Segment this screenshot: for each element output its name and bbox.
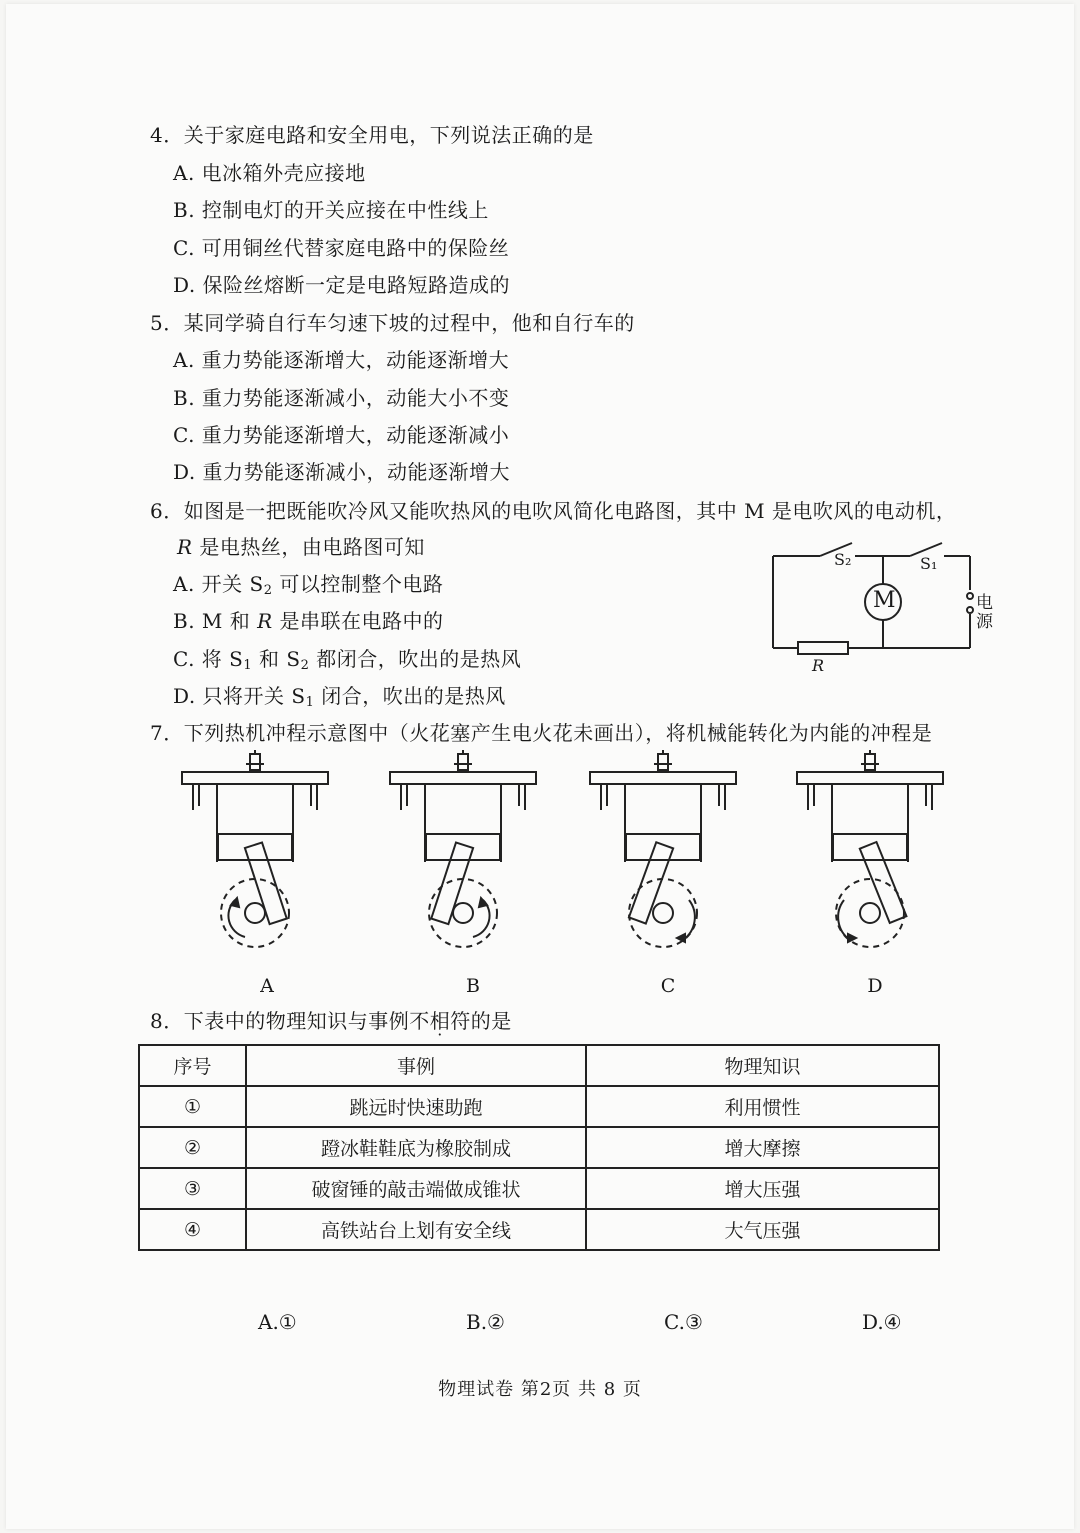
q8-answer-a: A.① [258,1310,297,1334]
label-s1: S₁ [920,554,938,573]
q6-option-a: A. 开关 $S_2$ 可以控制整个电路 [173,572,444,598]
q6-stem-line1: 6．如图是一把既能吹冷风又能吹热风的电吹风简化电路图，其中 M 是电吹风的电动机， [150,499,957,523]
q6-stem-line2: R 是电热丝，由电路图可知 [177,535,425,559]
row-number: ② [139,1127,246,1168]
header-knowledge: 物理知识 [586,1045,939,1086]
label-source-2: 源 [976,612,993,632]
engine-label-b: B [466,975,480,997]
q5-stem: 5．某同学骑自行车匀速下坡的过程中，他和自行车的 [150,311,635,335]
header-example: 事例 [246,1045,586,1086]
engine-label-d: D [867,975,883,997]
q4-option-a: A. 电冰箱外壳应接地 [173,161,366,185]
engine-a-diagram [182,750,328,947]
label-s2: S₂ [834,550,852,569]
q8-stem-emphasis: 不相符 [409,1009,471,1033]
q5-option-b: B. 重力势能逐渐减小，动能大小不变 [173,386,510,410]
q4-option-b: B. 控制电灯的开关应接在中性线上 [173,198,489,222]
q7-stem: 7．下列热机冲程示意图中（火花塞产生电火花未画出），将机械能转化为内能的冲程是 [150,721,933,745]
q6-option-d: D. 只将开关 $S_1$ 闭合，吹出的是热风 [173,684,506,710]
q4-option-d: D. 保险丝熔断一定是电路短路造成的 [173,273,511,297]
page-footer: 物理试卷 第2页 共 8 页 [438,1379,642,1400]
row-example: 高铁站台上划有安全线 [246,1209,586,1250]
row-knowledge: 大气压强 [586,1209,939,1250]
q5-option-c: C. 重力势能逐渐增大，动能逐渐减小 [173,423,510,447]
q6-option-b: B. M 和 R 是串联在电路中的 [173,609,444,633]
q5-option-a: A. 重力势能逐渐增大，动能逐渐增大 [173,348,510,372]
engine-label-a: A [260,975,274,997]
q7-engine-diagrams [0,750,1080,965]
resistor-symbol [798,642,848,654]
q5-option-d: D. 重力势能逐渐减小，动能逐渐增大 [173,460,511,484]
row-knowledge: 增大压强 [586,1168,939,1209]
q8-answer-b: B.② [466,1310,505,1334]
row-number: ③ [139,1168,246,1209]
row-knowledge: 利用惯性 [586,1086,939,1127]
table-row [139,1127,939,1168]
q8-answer-c: C.③ [664,1310,703,1334]
table-row [139,1209,939,1250]
q8-stem: 8．下表中的物理知识与事例不相符的是 [150,1009,512,1033]
engine-c-diagram [590,750,736,947]
label-resistor: R [812,656,825,675]
engine-label-c: C [660,975,676,997]
label-source-1: 电 [976,593,993,613]
table-row [139,1086,939,1127]
table-header-row [139,1045,939,1086]
table-row [139,1168,939,1209]
q8-answer-d: D.④ [862,1310,902,1334]
engine-b-diagram [390,750,536,947]
row-number: ④ [139,1209,246,1250]
row-number: ① [139,1086,246,1127]
q8-table [138,1044,940,1251]
header-number: 序号 [139,1045,246,1086]
engine-d-diagram [797,750,943,947]
q4-option-c: C. 可用铜丝代替家庭电路中的保险丝 [173,236,510,260]
label-motor: M [873,588,896,613]
row-knowledge: 增大摩擦 [586,1127,939,1168]
row-example: 破窗锤的敲击端做成锥状 [246,1168,586,1209]
q4-stem: 4．关于家庭电路和安全用电，下列说法正确的是 [150,123,594,147]
row-example: 蹬冰鞋鞋底为橡胶制成 [246,1127,586,1168]
q6-option-c: C. 将 $S_1$ 和 $S_2$ 都闭合，吹出的是热风 [173,647,522,673]
row-example: 跳远时快速助跑 [246,1086,586,1127]
